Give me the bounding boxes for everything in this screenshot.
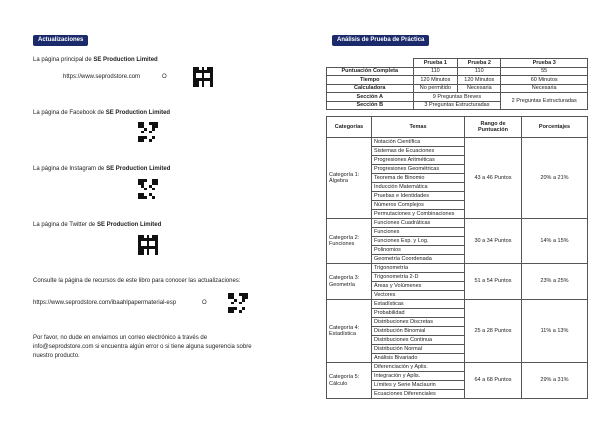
- practice-header-test3: Prueba 3: [501, 59, 588, 68]
- main-or-text: O: [162, 74, 167, 80]
- facebook-qr-code[interactable]: [138, 122, 158, 142]
- instagram-qr-code[interactable]: [138, 179, 158, 199]
- practice-cell: 120 Minutos: [413, 76, 458, 85]
- category-header-range: Rango de Puntuación: [465, 117, 522, 138]
- topic-cell: Límites y Serie Maclaurin: [372, 381, 465, 390]
- topic-cell: Estadísticas: [372, 300, 465, 309]
- topic-cell: Funciones Exp. y Log.: [372, 237, 465, 246]
- twitter-line: [33, 221, 161, 229]
- topic-cell: Funciones: [372, 228, 465, 237]
- topic-cell: Vectores: [372, 291, 465, 300]
- practice-cell: 120 Minutos: [458, 76, 501, 85]
- category-header-topics: Temas: [372, 117, 465, 138]
- twitter-qr-code[interactable]: [138, 235, 158, 255]
- score-range-cell: 64 a 68 Puntos: [465, 363, 522, 399]
- practice-header-test2: Prueba 2: [458, 59, 501, 68]
- practice-cell: No permitido: [413, 84, 458, 93]
- practice-row-label: Sección B: [327, 101, 414, 110]
- percent-cell: 23% a 25%: [522, 264, 588, 300]
- topic-cell: Integración y Aplis.: [372, 372, 465, 381]
- contact-line-2: info@seprodstore.com si encuentra algún error o si tiene alguna sugerencia sobre: [33, 344, 252, 350]
- category-table-row: [327, 219, 588, 228]
- twitter-prefix: La página de Twitter de: [33, 222, 97, 228]
- category-table-row: [327, 300, 588, 309]
- practice-cell: 3 Preguntas Estructuradas: [413, 101, 501, 110]
- topic-cell: Inducción Matemática: [372, 183, 465, 192]
- practice-row-time: [327, 76, 588, 85]
- resources-or-text: O: [202, 300, 207, 306]
- topic-cell: Distribución Normal: [372, 345, 465, 354]
- topic-cell: Distribución Binomial: [372, 327, 465, 336]
- practice-cell: 9 Preguntas Breves: [413, 93, 501, 102]
- topic-cell: Análisis Bivariado: [372, 354, 465, 363]
- topic-cell: Permutaciones y Combinaciones: [372, 210, 465, 219]
- percent-cell: 29% a 31%: [522, 363, 588, 399]
- practice-header-row: [327, 59, 588, 68]
- practice-cell: Necesaria: [458, 84, 501, 93]
- percent-cell: 20% a 21%: [522, 138, 588, 219]
- topic-cell: Progresiones Aritméticas: [372, 156, 465, 165]
- topic-cell: Funciones Cuadráticas: [372, 219, 465, 228]
- practice-header-blank: [327, 59, 414, 68]
- practice-row-label: Calculadora: [327, 84, 414, 93]
- score-range-cell: 51 a 54 Puntos: [465, 264, 522, 300]
- topic-cell: Geometría Coordenada: [372, 255, 465, 264]
- twitter-org: SE Production Limited: [96, 222, 162, 228]
- contact-line-1: Por favor, no dude en enviarnos un correo electrónico a través de: [33, 335, 208, 341]
- practice-row-label: Sección A: [327, 93, 414, 102]
- topic-cell: Sistemas de Ecuaciones: [372, 147, 465, 156]
- category-table-row: [327, 264, 588, 273]
- category-name: Categoría 1: Álgebra: [327, 138, 372, 219]
- percent-cell: 14% a 15%: [522, 219, 588, 264]
- topic-cell: Ecuaciones Diferenciales: [372, 390, 465, 399]
- topic-cell: Áreas y Volúmenes: [372, 282, 465, 291]
- category-header-categories: Categorías: [327, 117, 372, 138]
- facebook-prefix: La página de Facebook de: [33, 110, 106, 116]
- practice-cell: 2 Preguntas Estructuradas: [501, 93, 588, 110]
- topic-cell: Polinomios: [372, 246, 465, 255]
- practice-cell: 110: [413, 67, 458, 76]
- instagram-prefix: La página de Instagram de: [33, 166, 107, 172]
- practice-cell: 55: [501, 67, 588, 76]
- main-page-org: SE Production Limited: [93, 57, 158, 63]
- topic-cell: Notación Científica: [372, 138, 465, 147]
- instagram-line: [33, 165, 170, 173]
- instagram-org: SE Production Limited: [106, 166, 171, 172]
- topic-cell: Trigonometría: [372, 264, 465, 273]
- category-table: [326, 116, 588, 399]
- category-name: Categoría 2: Funciones: [327, 219, 372, 264]
- main-page-prefix: La página principal de: [33, 57, 94, 63]
- main-url-link[interactable]: https://www.seprodstore.com: [63, 74, 141, 80]
- practice-row-label: Puntuación Completa: [327, 67, 414, 76]
- topic-cell: Distribuciones Discretas: [372, 318, 465, 327]
- resources-qr-code[interactable]: [228, 293, 248, 313]
- category-table-row: [327, 138, 588, 147]
- practice-row-score: [327, 67, 588, 76]
- score-range-cell: 43 a 46 Puntos: [465, 138, 522, 219]
- topic-cell: Pruebas e Identidades: [372, 192, 465, 201]
- main-qr-code[interactable]: [193, 67, 213, 87]
- category-header-row: [327, 117, 588, 138]
- category-name: Categoría 4: Estadística: [327, 300, 372, 363]
- topic-cell: Progresiones Geométricas: [372, 165, 465, 174]
- practice-header-test1: Prueba 1: [413, 59, 458, 68]
- percent-cell: 11% a 13%: [522, 300, 588, 363]
- category-header-percent: Porcentajes: [522, 117, 588, 138]
- facebook-org: SE Production Limited: [105, 110, 171, 116]
- updates-badge: Actualizaciones: [33, 35, 88, 46]
- topic-cell: Teorema de Binomio: [372, 174, 465, 183]
- practice-row-label: Tiempo: [327, 76, 414, 85]
- category-name: Categoría 3: Geometría: [327, 264, 372, 300]
- topic-cell: Números Complejos: [372, 201, 465, 210]
- score-range-cell: 25 a 28 Puntos: [465, 300, 522, 363]
- score-range-cell: 30 a 34 Puntos: [465, 219, 522, 264]
- topic-cell: Probabilidad: [372, 309, 465, 318]
- practice-cell: 60 Minutos: [501, 76, 588, 85]
- practice-cell: 110: [458, 67, 501, 76]
- topic-cell: Distribuciones Continua: [372, 336, 465, 345]
- analysis-badge: Análisis de Prueba de Práctica: [332, 35, 429, 46]
- contact-line-3: nuestro producto.: [33, 353, 80, 359]
- practice-row-section-a: [327, 93, 588, 102]
- category-table-body: [327, 138, 588, 399]
- facebook-line: [33, 109, 170, 117]
- category-table-row: [327, 363, 588, 372]
- main-page-line: [33, 56, 158, 64]
- resources-url-link[interactable]: https://www.seprodstore.com/ibaahlpapermaterial-esp: [33, 300, 177, 306]
- topic-cell: Diferenciación y Aplis.: [372, 363, 465, 372]
- practice-cell: Necesaria: [501, 84, 588, 93]
- practice-table: [326, 58, 588, 110]
- topic-cell: Trigonometría 2-D: [372, 273, 465, 282]
- category-name: Categoría 5: Cálculo: [327, 363, 372, 399]
- practice-row-calculator: [327, 84, 588, 93]
- resources-text: Consulte la página de recursos de este libro para conocer las actualizaciones:: [33, 278, 241, 284]
